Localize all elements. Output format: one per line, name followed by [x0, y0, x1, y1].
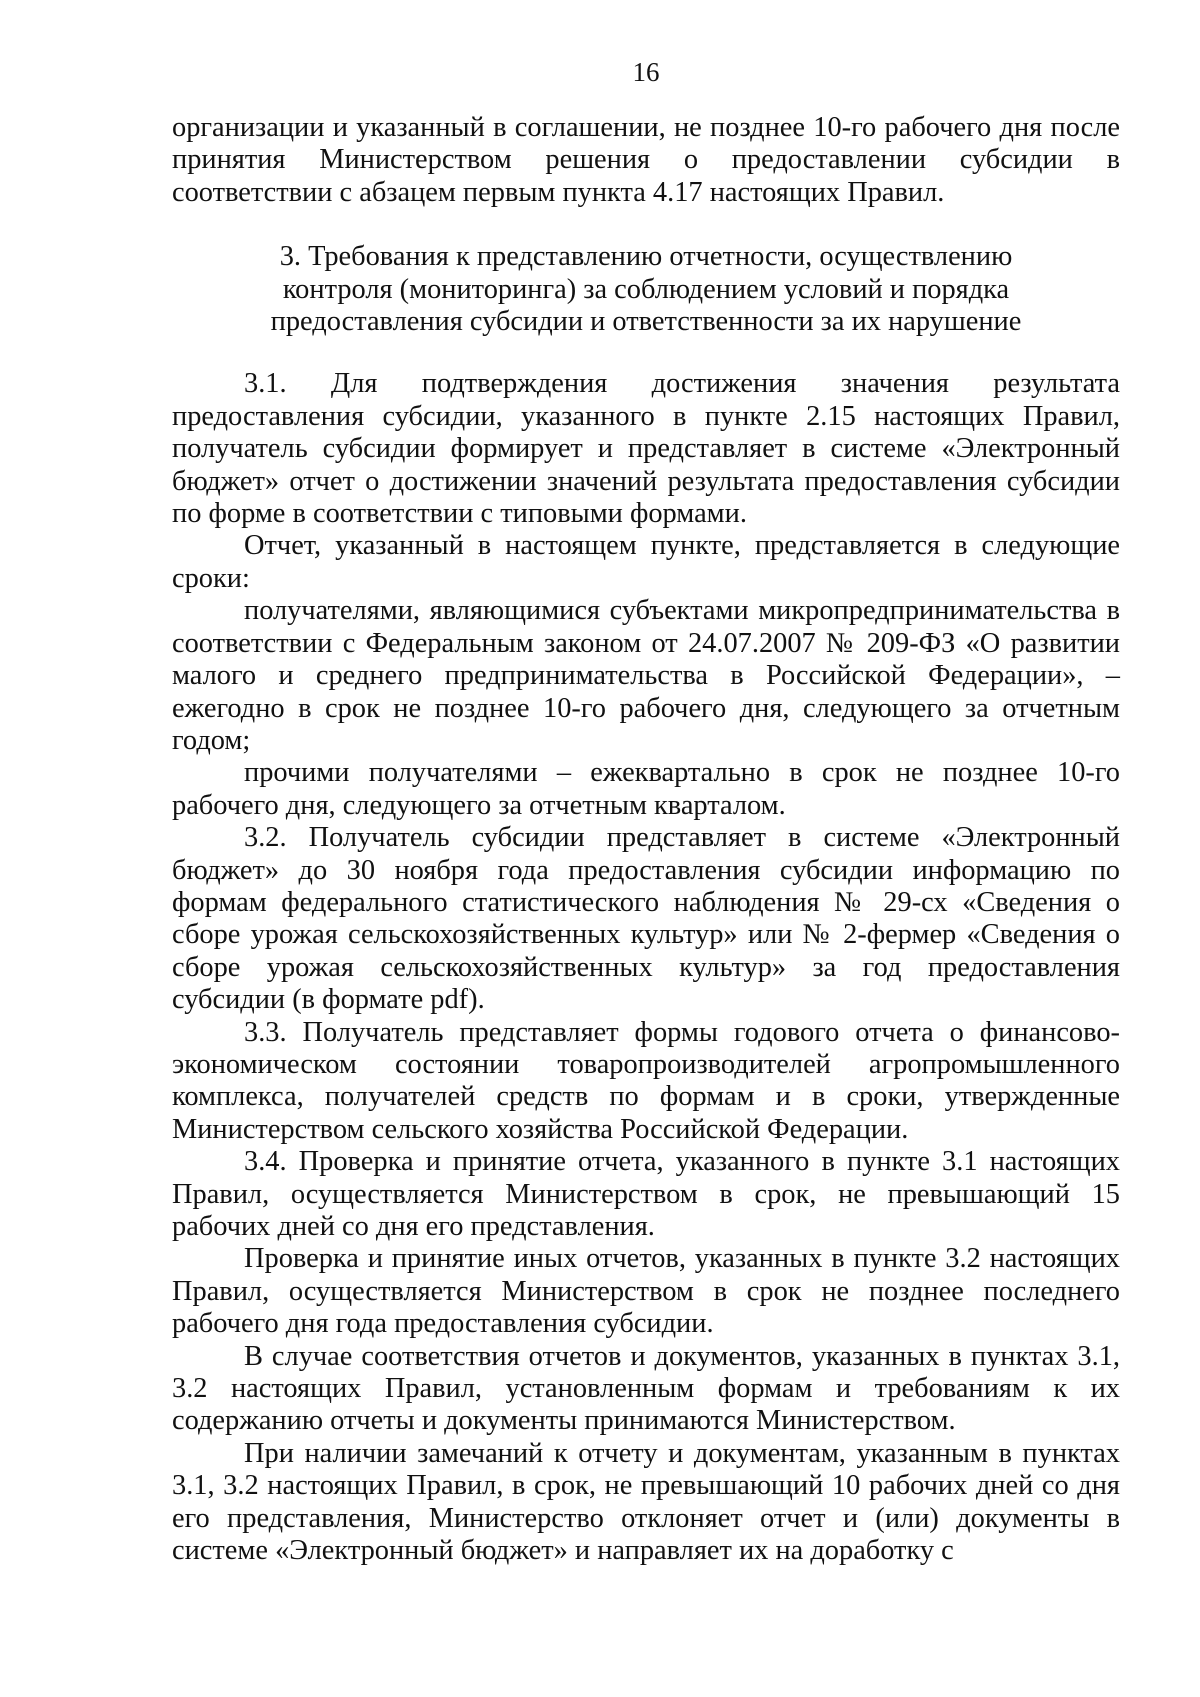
paragraph-3-3: 3.3. Получатель представляет формы годового отчета о финансово-экономическом состоянии товаропроизводителей агропромышленного комплекса, получателей средств по формам и в сроки, утвержденные Министерством сельского хозяйства Российской Федерации. [172, 1016, 1120, 1145]
section-heading: 3. Требования к представлению отчетности, осуществлению контроля (мониторинга) за соблюдением условий и порядка предоставления субсидии и ответственности за их нарушение [270, 241, 1022, 338]
paragraph-micro-business: получателями, являющимися субъектами микропредпринимательства в соответствии с Федеральным законом от 24.07.2007 № 209-ФЗ «О развитии малого и среднего предпринимательства в Российской Федерации», – ежегодно в срок не позднее 10-го рабочего дня, следующего за отчетным годом; [172, 595, 1120, 756]
page-number: 16 [632, 57, 660, 87]
paragraph-other-reports-check: Проверка и принятие иных отчетов, указанных в пункте 3.2 настоящих Правил, осуществляется Министерством в срок не позднее последнего рабочего дня года предоставления субсидии. [172, 1243, 1120, 1340]
continuation-paragraph: организации и указанный в соглашении, не позднее 10-го рабочего дня после принятия Министерством решения о предоставлении субсидии в соответствии с абзацем первым пункта 4.17 настоящих Правил. [172, 112, 1120, 208]
document-body [172, 112, 1120, 1567]
document-page [172, 0, 1120, 1697]
paragraph-3-2: 3.2. Получатель субсидии представляет в системе «Электронный бюджет» до 30 ноября года предоставления субсидии информацию по формам федерального статистического наблюдения № 29-сх «Сведения о сборе урожая сельскохозяйственных культур» или № 2-фермер «Сведения о сборе урожая сельскохозяйственных культур» за год предоставления субсидии (в формате pdf). [172, 822, 1120, 1016]
paragraph-report-terms: Отчет, указанный в настоящем пункте, представляется в следующие сроки: [172, 530, 1120, 594]
paragraph-remarks: При наличии замечаний к отчету и документам, указанным в пунктах 3.1, 3.2 настоящих Правил, в срок, не превышающий 10 рабочих дней со дня его представления, Министерство отклоняет отчет и (или) документы в системе «Электронный бюджет» и направляет их на доработку с [172, 1437, 1120, 1567]
paragraph-3-4: 3.4. Проверка и принятие отчета, указанного в пункте 3.1 настоящих Правил, осуществляется Министерством в срок, не превышающий 15 рабочих дней со дня его представления. [172, 1146, 1120, 1242]
paragraph-other-recipients: прочими получателями – ежеквартально в срок не позднее 10-го рабочего дня, следующего за отчетным кварталом. [172, 757, 1120, 821]
paragraph-3-1: 3.1. Для подтверждения достижения значения результата предоставления субсидии, указанного в пункте 2.15 настоящих Правил, получатель субсидии формирует и представляет в системе «Электронный бюджет» отчет о достижении значений результата предоставления субсидии по форме в соответствии с типовыми формами. [172, 368, 1120, 530]
paragraph-acceptance: В случае соответствия отчетов и документов, указанных в пунктах 3.1, 3.2 настоящих Правил, установленным формам и требованиям к их содержанию отчеты и документы принимаются Министерством. [172, 1340, 1120, 1437]
